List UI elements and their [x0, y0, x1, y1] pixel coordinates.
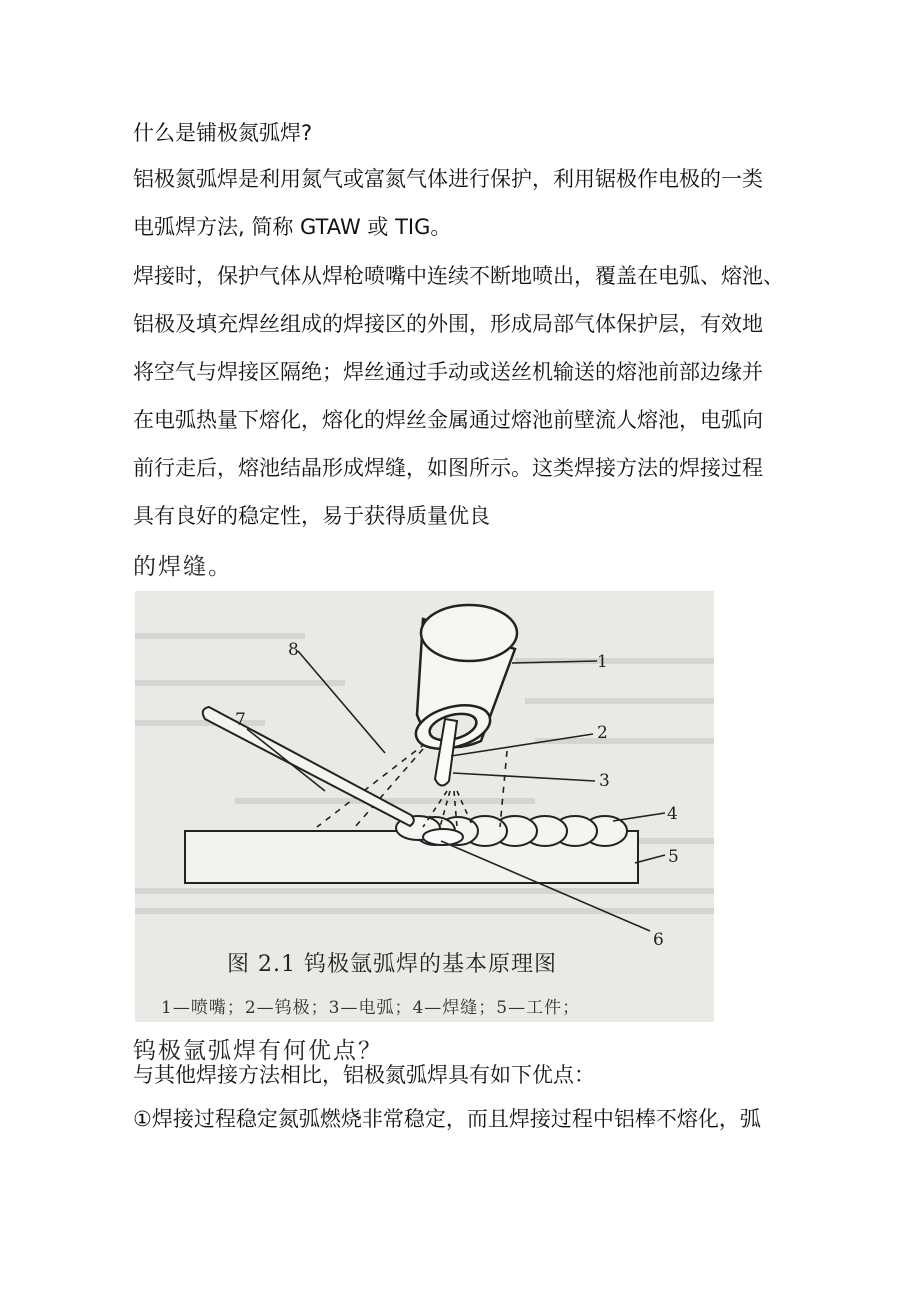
- paragraph-process-line-2: 铝极及填充焊丝组成的焊接区的外围，形成局部气体保护层，有效地: [133, 312, 763, 336]
- label-4: 4: [667, 804, 678, 824]
- paragraph-process-line-4: 在电弧热量下熔化，熔化的焊丝金属通过熔池前壁流人熔池，电弧向: [133, 408, 763, 432]
- paragraph-advantages-intro: 与其他焊接方法相比，铝极氮弧焊具有如下优点：: [133, 1063, 595, 1087]
- label-6: 6: [653, 930, 664, 950]
- paragraph-advantage-1: ①焊接过程稳定氮弧燃烧非常稳定，而且焊接过程中铝棒不熔化，弧: [133, 1107, 761, 1131]
- paragraph-process-line-5: 前行走后，熔池结晶形成焊缝，如图所示。这类焊接方法的焊接过程: [133, 456, 763, 480]
- paragraph-process-line-1: 焊接时，保护气体从焊枪喷嘴中连续不断地喷出，覆盖在电弧、熔池、: [133, 264, 784, 288]
- label-8: 8: [288, 640, 299, 660]
- paragraph-process-line-3: 将空气与焊接区隔绝；焊丝通过手动或送丝机输送的熔池前部边缘并: [133, 360, 763, 384]
- heading-advantages: 钨极氩弧焊有何优点？: [133, 1038, 383, 1064]
- tig-principle-figure: [135, 591, 714, 1022]
- paragraph-definition-line-1: 铝极氮弧焊是利用氮气或富氮气体进行保护，利用锯极作电极的一类: [133, 167, 763, 191]
- label-2: 2: [597, 723, 608, 743]
- paragraph-process-line-6: 具有良好的稳定性，易于获得质量优良: [133, 504, 490, 528]
- nozzle: [411, 605, 517, 756]
- paragraph-definition-line-2: 电弧焊方法, 简称 GTAW 或 TIG。: [133, 215, 452, 239]
- label-7: 7: [235, 710, 246, 730]
- heading-what-is-tig: 什么是铺极氮弧焊?: [133, 121, 313, 145]
- figure-legend: 1—喷嘴；2—钨极；3—电弧；4—焊缝；5—工件；: [161, 998, 581, 1018]
- label-3: 3: [599, 771, 610, 791]
- label-1: 1: [597, 652, 608, 672]
- paragraph-process-tail: 的焊缝。: [133, 554, 233, 580]
- figure-caption: 图 2.1 钨极氩弧焊的基本原理图: [227, 952, 557, 977]
- label-5: 5: [668, 847, 679, 867]
